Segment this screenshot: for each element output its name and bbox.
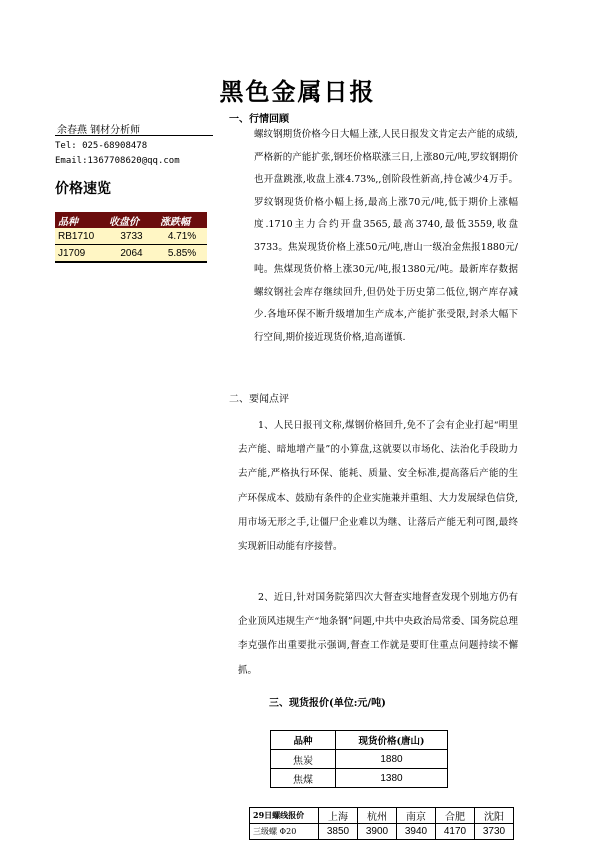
report-title: 黑色金属日报	[219, 77, 376, 106]
column-header: 收盘价	[106, 212, 157, 228]
author-name: 余春燕 钢材分析师	[57, 125, 141, 136]
table-cell: 5.85%	[157, 245, 207, 263]
rebar-city-price-table	[249, 807, 514, 840]
news-paragraph-2: 2、近日,针对国务院第四次大督查实地督查发现个别地方仍有企业顶风违规生产“地条钢”问题,中共中央政治局常委、国务院总理李克强作出重要批示强调,督查工作就是要盯住重点问题持续不懈抓。	[238, 592, 518, 676]
column-header: 品种	[271, 731, 336, 750]
market-review-paragraph: 螺纹钢期货价格今日大幅上涨,人民日报发文肯定去产能的成绩,严格新的产能扩张,钢坯价格联涨三日,上涨80元/吨,罗纹钢期价也开盘跳涨,收盘上涨4.73%,,创阶段性新高,持仓减少4万手。罗纹钢现货价格小幅上扬,最高上涨70元/吨,低于期价上涨幅度.1710主力合约开盘3565,最高3740,最低3559,收盘3733。焦炭现货价格上涨50元/吨,唐山一级冶金焦报1880元/吨。焦煤现货价格上涨30元/吨,报1380元/吨。最新库存数据螺纹钢社会库存继续回升,但仍处于历史第二低位,钢产库存减少.各地环保不断升级增加生产成本,产能扩张受限,封杀大幅下行空间,期价接近现货价格,追高谨慎.	[254, 129, 518, 343]
price-overview-heading: 价格速览	[55, 181, 111, 197]
table-row	[55, 245, 207, 263]
table-row	[271, 750, 448, 769]
city-header: 南京	[397, 808, 436, 824]
table-cell: 3730	[475, 824, 514, 840]
table-cell: 1380	[336, 769, 448, 788]
section-heading-spot-prices: 三、现货报价(单位:元/吨)	[269, 698, 386, 709]
section-heading-news: 二、要闻点评	[229, 394, 289, 405]
table-cell: 1880	[336, 750, 448, 769]
table-row	[55, 228, 207, 245]
table-cell: J1709	[55, 245, 106, 263]
city-header: 上海	[319, 808, 358, 824]
table-cell: 3940	[397, 824, 436, 840]
city-header: 合肥	[436, 808, 475, 824]
table-cell: 3850	[319, 824, 358, 840]
table-header-row	[271, 731, 448, 750]
author-email: Email:1367708620@qq.com	[55, 156, 180, 166]
table-cell: 3733	[106, 228, 157, 245]
table-cell: 4.71%	[157, 228, 207, 245]
news-paragraph-1: 1、人民日报刊文称,煤钢价格回升,免不了会有企业打起“明里去产能、暗地增产量”的小算盘,这就要以市场化、法治化手段助力去产能,严格执行环保、能耗、质量、安全标准,提高落后产能的生产环保成本、鼓励有条件的企业实施兼并重组、大力发展绿色信贷,用市场无形之手,让僵尸企业难以为继、让落后产能无利可图,最终实现新旧动能有序接替。	[238, 420, 518, 553]
price-overview-table	[55, 212, 207, 263]
table-cell: 焦煤	[271, 769, 336, 788]
row-label: 三级螺 Φ20	[250, 824, 319, 840]
author-tel: Tel: 025-68908478	[55, 141, 148, 151]
table-row	[271, 769, 448, 788]
column-header: 涨跌幅	[157, 212, 207, 228]
city-header: 沈阳	[475, 808, 514, 824]
city-header: 杭州	[358, 808, 397, 824]
table-cell: 3900	[358, 824, 397, 840]
author-divider	[55, 135, 213, 136]
spot-price-table	[270, 730, 448, 788]
table-cell: 4170	[436, 824, 475, 840]
table-cell: 焦炭	[271, 750, 336, 769]
column-header: 品种	[55, 212, 106, 228]
table-cell: RB1710	[55, 228, 106, 245]
table-header-row	[250, 808, 514, 824]
table-cell: 2064	[106, 245, 157, 263]
table-header-row	[55, 212, 207, 228]
row-header: 29日螺线报价	[250, 808, 319, 824]
column-header: 现货价格(唐山)	[336, 731, 448, 750]
section-heading-market-review: 一、行情回顾	[229, 114, 289, 125]
table-row	[250, 824, 514, 840]
